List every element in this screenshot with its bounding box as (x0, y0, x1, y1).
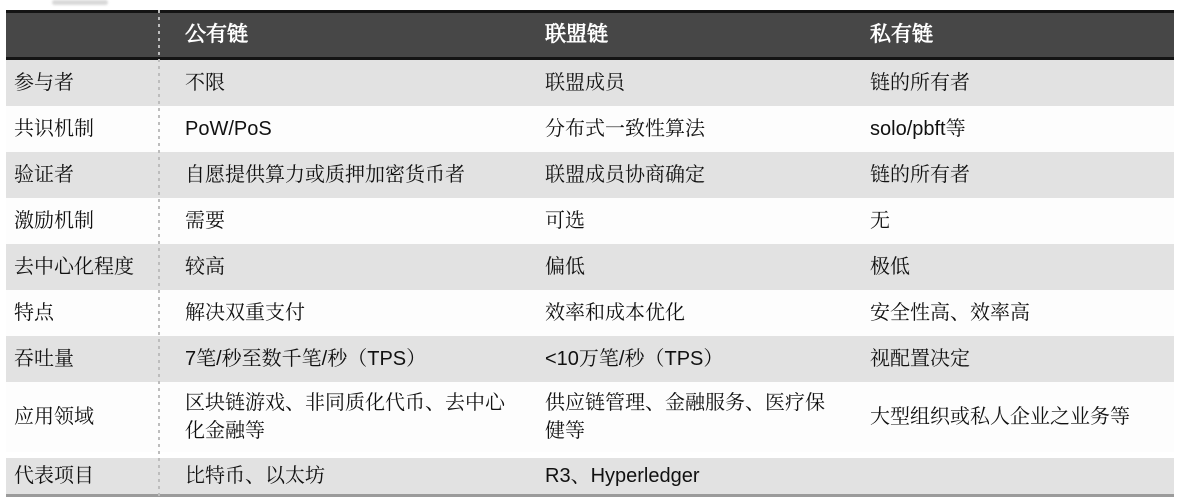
row-value-private (843, 458, 1174, 494)
table-header-row (6, 10, 1174, 60)
table-row-participants (6, 60, 1174, 106)
row-value-private: 链的所有者 (870, 164, 970, 186)
row-value-consortium: 可选 (545, 210, 585, 232)
row-value-private: 安全性高、效率高 (870, 302, 1030, 324)
row-value-public: 自愿提供算力或质押加密货币者 (185, 164, 465, 186)
table-row-consensus (6, 106, 1174, 152)
table-row-decentralization (6, 244, 1174, 290)
cropped-top-artifact (52, 0, 108, 5)
row-label: 共识机制 (14, 118, 94, 140)
table-row-features (6, 290, 1174, 336)
row-value-private: solo/pbft等 (870, 118, 966, 140)
row-value-private: 极低 (870, 256, 910, 278)
table-row-representative-projects (6, 458, 1174, 497)
row-value-private: 链的所有者 (870, 72, 970, 94)
row-value-private: 视配置决定 (870, 348, 970, 370)
row-value-consortium: 联盟成员协商确定 (545, 164, 705, 186)
row-label: 激励机制 (14, 210, 94, 232)
row-value-public: 需要 (185, 210, 225, 232)
row-value-public: 不限 (185, 72, 225, 94)
row-label: 去中心化程度 (14, 256, 134, 278)
row-label: 应用领域 (14, 406, 94, 428)
header-cell-private-chain: 私有链 (870, 23, 933, 46)
comparison-table (6, 10, 1174, 497)
row-value-consortium: 供应链管理、金融服务、医疗保健等 (545, 392, 825, 442)
row-label: 特点 (14, 302, 54, 324)
row-value-public: 区块链游戏、非同质化代币、去中心化金融等 (185, 392, 505, 442)
table-row-throughput (6, 336, 1174, 382)
row-value-consortium: R3、Hyperledger (545, 465, 700, 487)
row-value-consortium: 联盟成员 (545, 72, 625, 94)
table-row-applications (6, 382, 1174, 452)
row-value-consortium: 效率和成本优化 (545, 302, 685, 324)
row-value-public: PoW/PoS (185, 118, 272, 140)
row-label: 吞吐量 (14, 348, 74, 370)
header-cell-public-chain: 公有链 (185, 23, 248, 46)
header-cell-consortium-chain: 联盟链 (545, 23, 608, 46)
table-row-validators (6, 152, 1174, 198)
row-label: 验证者 (14, 164, 74, 186)
row-value-public: 7笔/秒至数千笔/秒（TPS） (185, 348, 427, 370)
row-value-public: 较高 (185, 256, 225, 278)
row-value-consortium: <10万笔/秒（TPS） (545, 348, 724, 370)
table-row-incentive (6, 198, 1174, 244)
row-value-consortium: 分布式一致性算法 (545, 118, 705, 140)
row-value-consortium: 偏低 (545, 256, 585, 278)
row-label: 代表项目 (14, 465, 94, 487)
row-value-private: 大型组织或私人企业之业务等 (870, 406, 1130, 428)
row-value-private: 无 (870, 210, 890, 232)
header-cell-empty (6, 13, 158, 57)
row-label: 参与者 (14, 72, 74, 94)
row-value-public: 比特币、以太坊 (185, 465, 325, 487)
row-value-public: 解决双重支付 (185, 302, 305, 324)
